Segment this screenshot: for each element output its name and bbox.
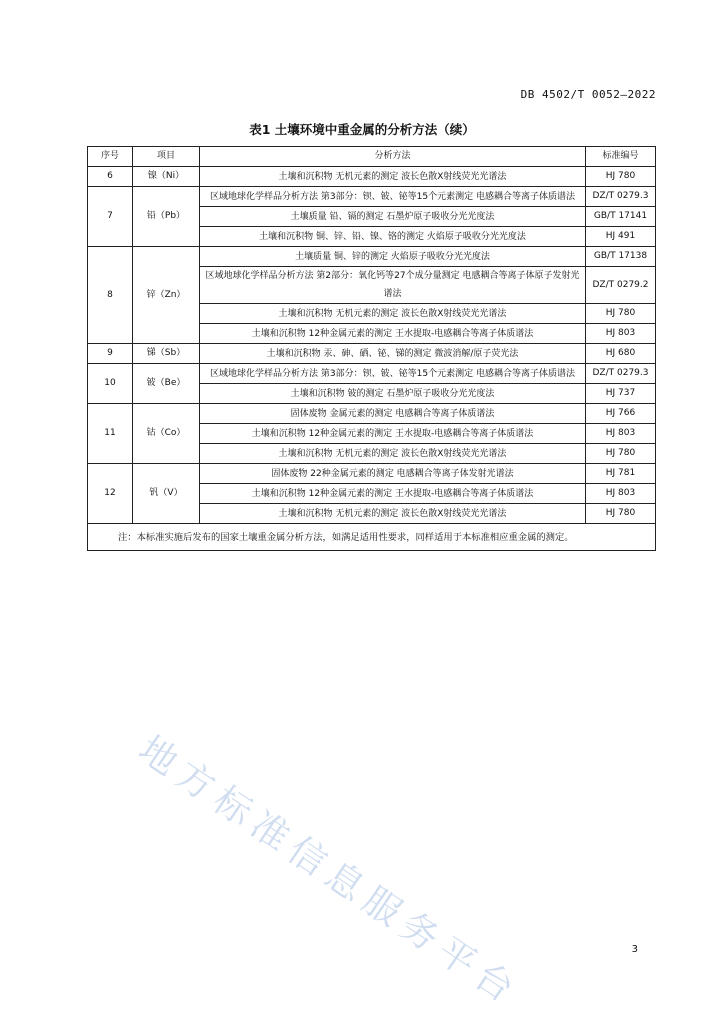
header-item: 项目 [133,147,200,167]
cell-code: HJ 803 [586,324,656,344]
table-row [88,167,656,187]
table-body [88,167,656,524]
table-title: 表1 土壤环境中重金属的分析方法（续） [249,122,475,137]
table-row [88,247,656,267]
table-note: 注：本标准实施后发布的国家土壤重金属分析方法，如满足适用性要求，同样适用于本标准相应重金属的测定。 [88,524,656,551]
cell-method: 土壤和沉积物 12种金属元素的测定 王水提取-电感耦合等离子体质谱法 [200,424,586,444]
cell-method: 土壤和沉积物 12种金属元素的测定 王水提取-电感耦合等离子体质谱法 [200,484,586,504]
cell-method: 土壤和沉积物 无机元素的测定 波长色散X射线荧光光谱法 [200,504,586,524]
cell-method: 土壤质量 铅、镉的测定 石墨炉原子吸收分光光度法 [200,207,586,227]
cell-no: 12 [88,464,133,524]
cell-code: HJ 780 [586,504,656,524]
cell-method: 土壤质量 铜、锌的测定 火焰原子吸收分光光度法 [200,247,586,267]
cell-code: HJ 491 [586,227,656,247]
cell-code: HJ 781 [586,464,656,484]
note-row [88,524,656,551]
cell-no: 6 [88,167,133,187]
cell-code: HJ 680 [586,344,656,364]
cell-item: 铅（Pb） [133,187,200,247]
cell-code: DZ/T 0279.2 [586,267,656,304]
cell-code: HJ 780 [586,304,656,324]
cell-code: HJ 803 [586,484,656,504]
table-row [88,187,656,207]
cell-code: HJ 780 [586,167,656,187]
cell-item: 钒（V） [133,464,200,524]
cell-method: 土壤和沉积物 铍的测定 石墨炉原子吸收分光光度法 [200,384,586,404]
cell-item: 铍（Be） [133,364,200,404]
table-row [88,404,656,424]
cell-method: 固体废物 金属元素的测定 电感耦合等离子体质谱法 [200,404,586,424]
cell-code: HJ 766 [586,404,656,424]
cell-code: HJ 737 [586,384,656,404]
header-method: 分析方法 [200,147,586,167]
cell-method: 土壤和沉积物 无机元素的测定 波长色散X射线荧光光谱法 [200,167,586,187]
cell-method: 土壤和沉积物 12种金属元素的测定 王水提取-电感耦合等离子体质谱法 [200,324,586,344]
header-no: 序号 [88,147,133,167]
methods-table [87,146,656,551]
cell-code: DZ/T 0279.3 [586,187,656,207]
table-row [88,364,656,384]
table-row [88,344,656,364]
cell-code: DZ/T 0279.3 [586,364,656,384]
cell-code: HJ 780 [586,444,656,464]
cell-item: 钴（Co） [133,404,200,464]
table-header-row [88,147,656,167]
cell-item: 锌（Zn） [133,247,200,344]
cell-item: 锑（Sb） [133,344,200,364]
watermark: 地方标准信息服务平台 [130,727,529,1015]
cell-method: 区域地球化学样品分析方法 第3部分：钡、铍、铋等15个元素测定 电感耦合等离子体质谱法 [200,187,586,207]
cell-method: 固体废物 22种金属元素的测定 电感耦合等离子体发射光谱法 [200,464,586,484]
cell-no: 8 [88,247,133,344]
cell-code: GB/T 17141 [586,207,656,227]
cell-item: 镍（Ni） [133,167,200,187]
cell-method: 土壤和沉积物 汞、砷、硒、铋、锑的测定 微波消解/原子荧光法 [200,344,586,364]
cell-no: 7 [88,187,133,247]
cell-method: 区域地球化学样品分析方法 第2部分：氧化钙等27个成分量测定 电感耦合等离子体原子发射光谱法 [200,267,586,304]
cell-method: 区域地球化学样品分析方法 第3部分：钡、铍、铋等15个元素测定 电感耦合等离子体质谱法 [200,364,586,384]
cell-no: 9 [88,344,133,364]
cell-code: GB/T 17138 [586,247,656,267]
cell-method: 土壤和沉积物 无机元素的测定 波长色散X射线荧光光谱法 [200,444,586,464]
cell-code: HJ 803 [586,424,656,444]
cell-no: 10 [88,364,133,404]
document-id: DB 4502/T 0052—2022 [520,88,656,101]
cell-method: 土壤和沉积物 铜、锌、铅、镍、铬的测定 火焰原子吸收分光光度法 [200,227,586,247]
cell-method: 土壤和沉积物 无机元素的测定 波长色散X射线荧光光谱法 [200,304,586,324]
page-number: 3 [631,944,638,955]
header-code: 标准编号 [586,147,656,167]
cell-no: 11 [88,404,133,464]
table-row [88,464,656,484]
